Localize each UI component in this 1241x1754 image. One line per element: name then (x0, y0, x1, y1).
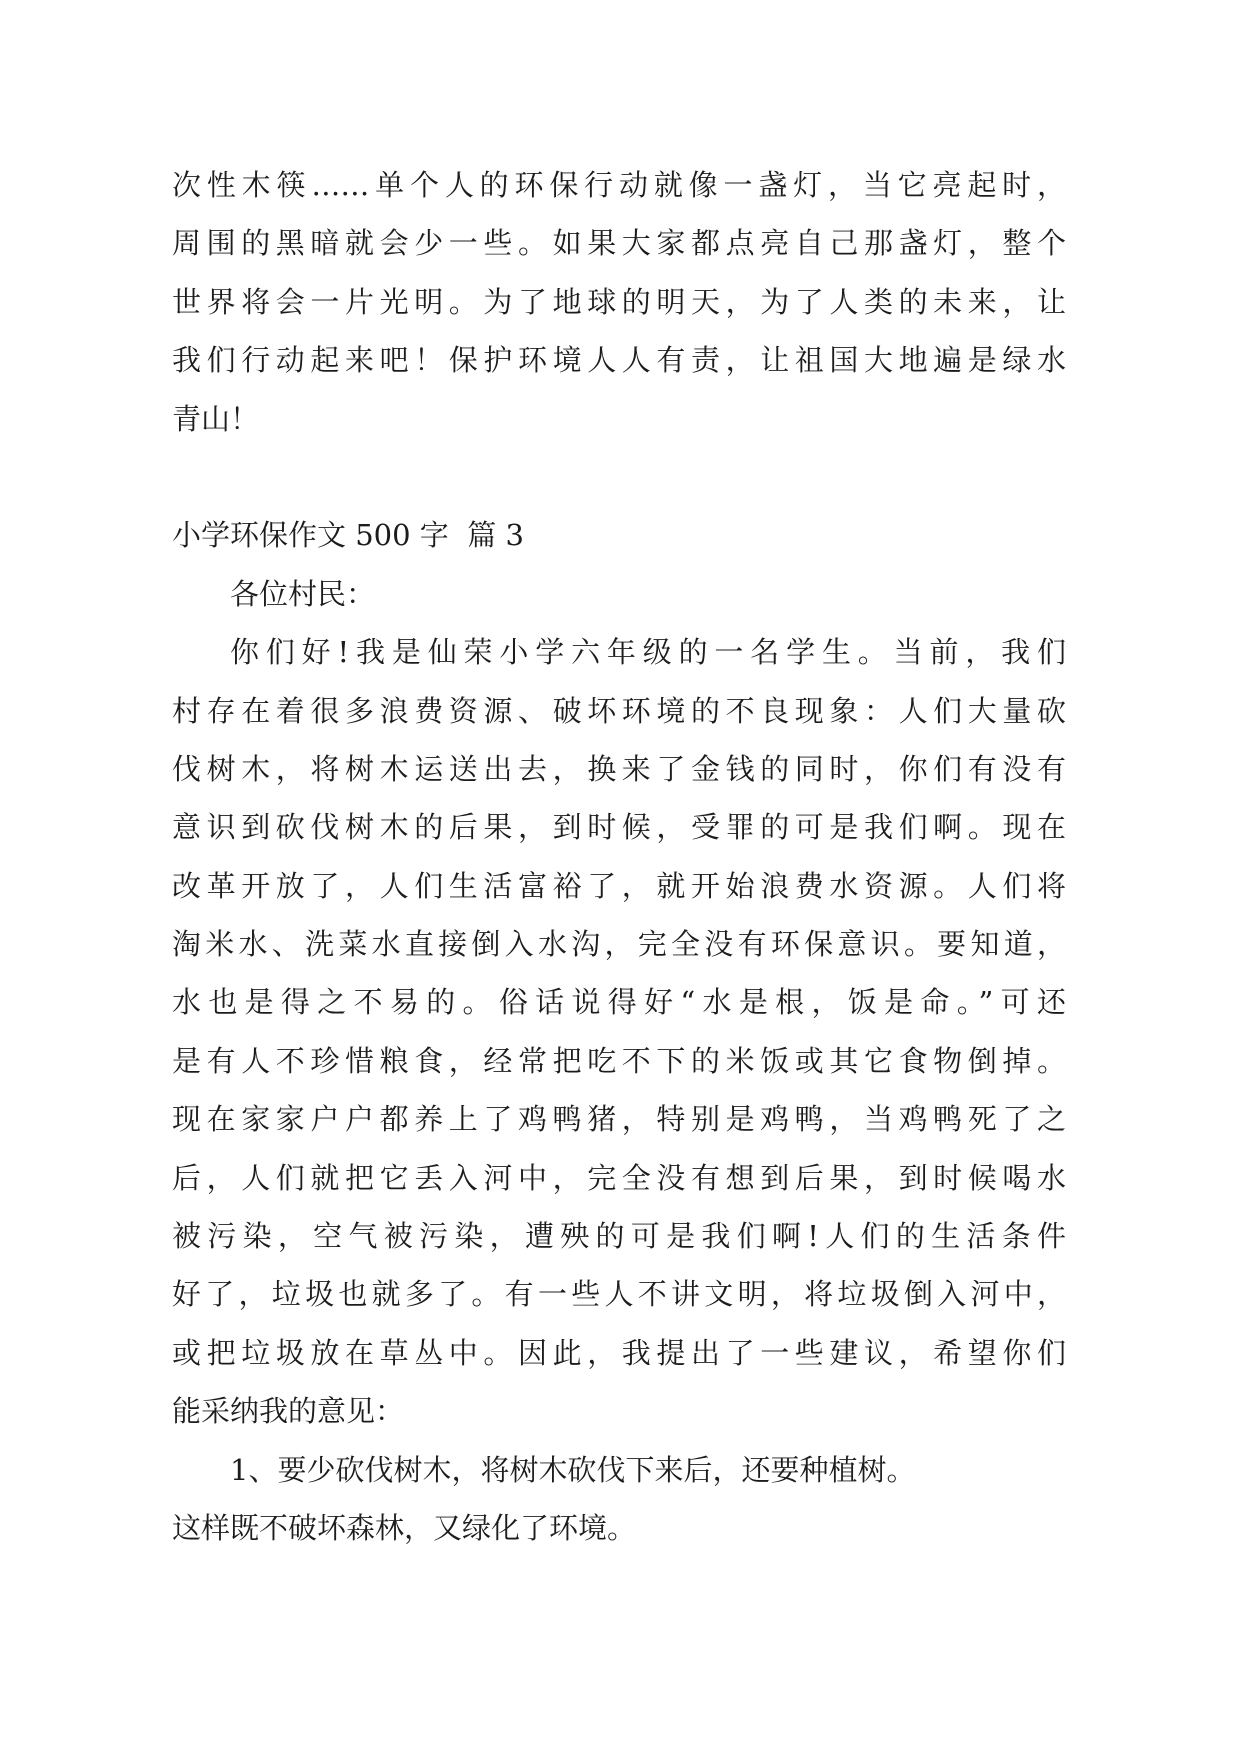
text-line: 是有人不珍惜粮食，经常把吃不下的米饭或其它食物倒掉。 (172, 1043, 1066, 1078)
text-line: 周围的黑暗就会少一些。如果大家都点亮自己那盏灯，整个 (172, 226, 1066, 261)
text-line: 青山！ (172, 401, 260, 436)
text-line: 意识到砍伐树木的后果，到时候，受罪的可是我们啊。现在 (172, 810, 1066, 845)
text-line: 次性木筷……单个人的环保行动就像一盏灯，当它亮起时， (172, 168, 1066, 202)
text-line: 改革开放了，人们生活富裕了，就开始浪费水资源。人们将 (172, 868, 1066, 903)
text-line: 你们好!我是仙荣小学六年级的一名学生。当前，我们 (230, 635, 1066, 670)
blank-line (172, 448, 1066, 506)
paragraph (172, 1441, 1066, 1558)
text-line: 村存在着很多浪费资源、破坏环境的不良现象：人们大量砍 (172, 693, 1066, 728)
text-line: 或把垃圾放在草丛中。因此，我提出了一些建议，希望你们 (172, 1335, 1066, 1370)
text-line: 这样既不破坏森林，又绿化了环境。 (172, 1510, 637, 1545)
text-line: 好了，垃圾也就多了。有一些人不讲文明，将垃圾倒入河中， (172, 1277, 1066, 1312)
text-line: 1、要少砍伐树木，将树木砍伐下来后，还要种植树。 (230, 1452, 916, 1487)
text-line: 伐树木，将树木运送出去，换来了金钱的同时，你们有没有 (172, 751, 1066, 786)
text-line: 淘米水、洗菜水直接倒入水沟，完全没有环保意识。要知道， (172, 927, 1066, 962)
text-line: 我们行动起来吧！保护环境人人有责，让祖国大地遍是绿水 (172, 343, 1066, 378)
text-line: 能采纳我的意见： (172, 1394, 405, 1429)
text-line: 被污染，空气被污染，遭殃的可是我们啊!人们的生活条件 (172, 1219, 1066, 1254)
page-body (172, 156, 1066, 1557)
continued-paragraph (172, 156, 1066, 448)
salutation: 各位村民： (230, 576, 376, 611)
text-line: 现在家家户户都养上了鸡鸭猪，特别是鸡鸭，当鸡鸭死了之 (172, 1102, 1066, 1137)
article-heading: 小学环保作文 500 字 篇 3 (172, 518, 524, 553)
text-line: 后，人们就把它丢入河中，完全没有想到后果，到时候喝水 (172, 1160, 1066, 1195)
text-line: 水也是得之不易的。俗话说得好“水是根，饭是命。”可还 (172, 985, 1066, 1020)
text-line: 世界将会一片光明。为了地球的明天，为了人类的未来，让 (172, 284, 1066, 319)
paragraph (172, 623, 1066, 1440)
